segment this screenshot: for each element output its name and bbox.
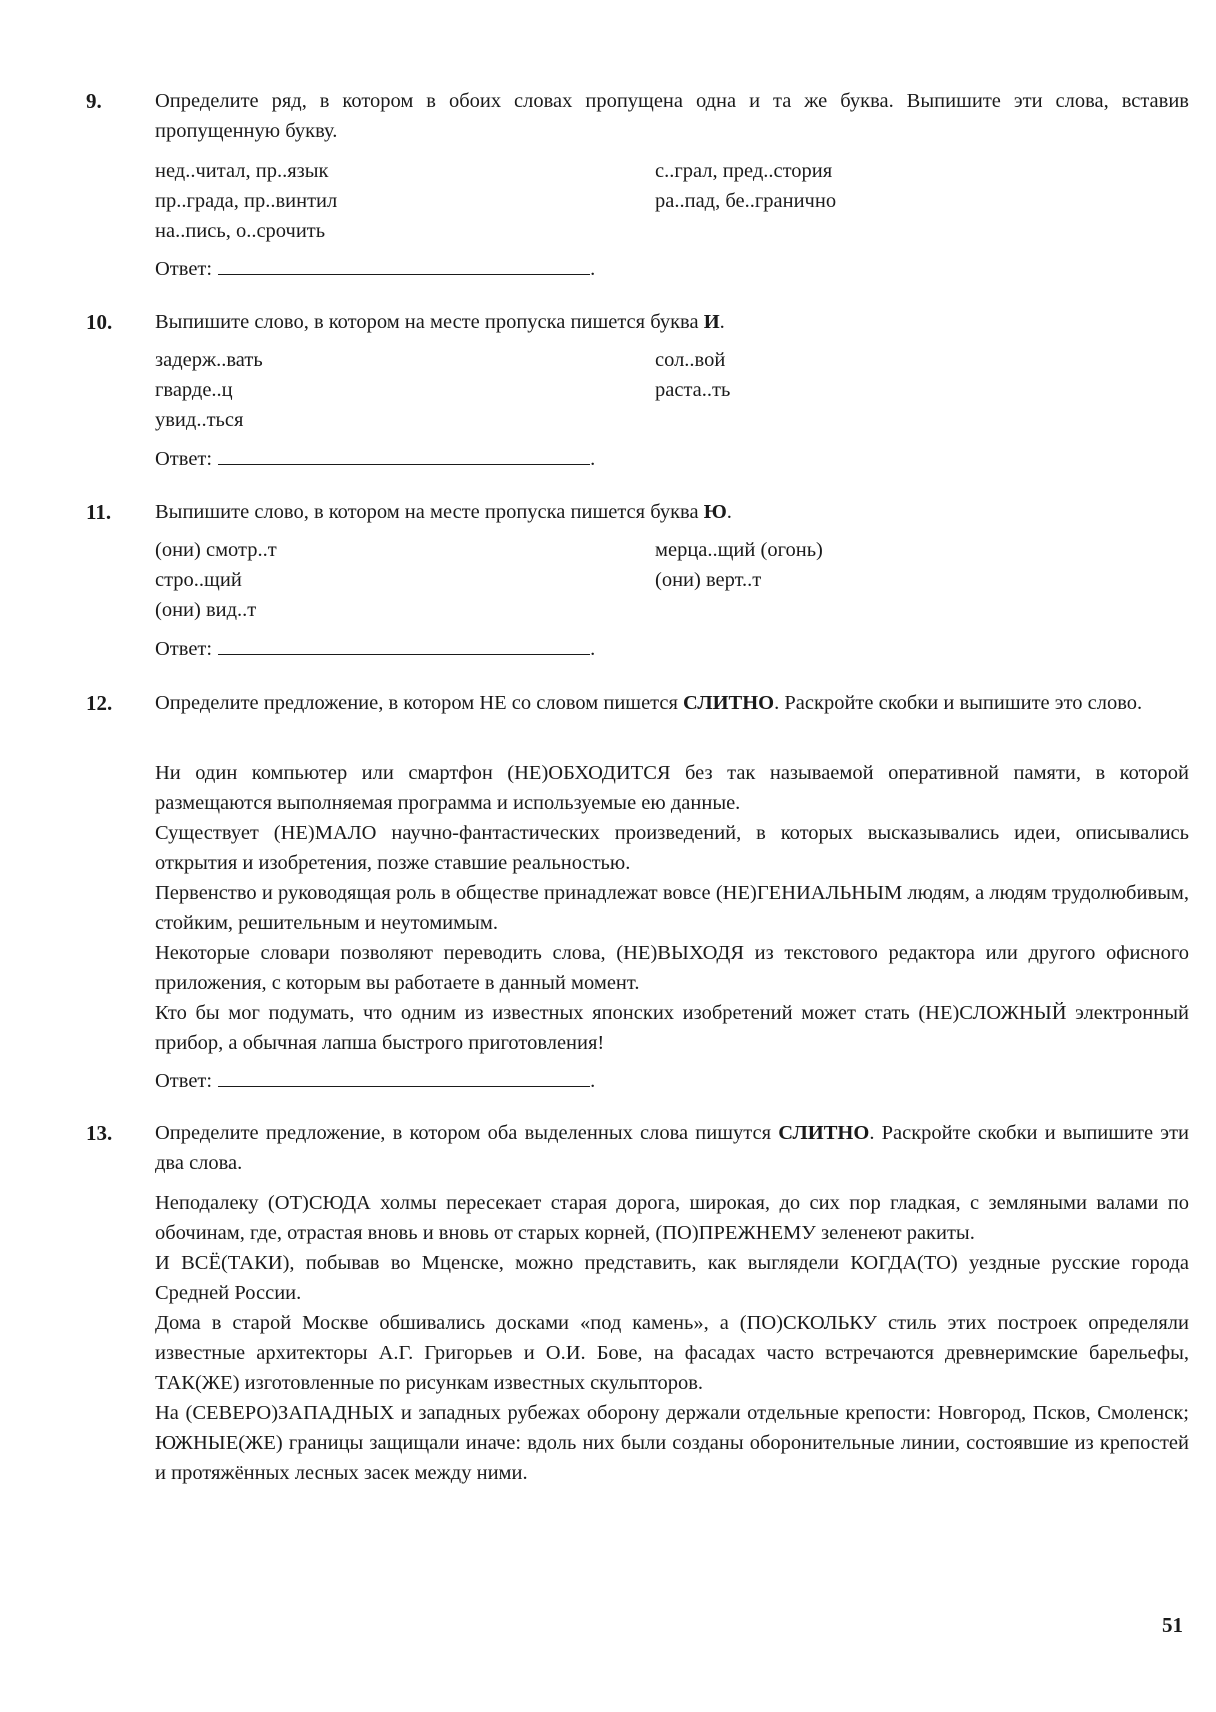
task-question: Определите предложение, в котором оба выделенных слова пишутся СЛИТНО. Раскройте скобки и выпишите эти два слова.	[155, 1122, 1190, 1174]
sentence: Некоторые словари позволяют переводить слова, (НЕ)ВЫХОДЯ из текстового редактора или другого офисного приложения, с которым вы работаете в данный момент.	[155, 942, 1189, 994]
option: мерца..щий (огонь)	[655, 539, 823, 561]
sentence: Существует (НЕ)МАЛО научно-фантастических произведений, в которых высказывались идеи, описывались открытия и изобретения, позже ставшие реальностью.	[155, 822, 1189, 874]
option: увид..ться	[155, 409, 244, 431]
option: ра..пад, бе..гранично	[655, 190, 837, 212]
answer-label: Ответ:	[155, 638, 213, 660]
options-right	[655, 345, 730, 405]
sentence: Дома в старой Москве обшивались досками «под камень», а (ПО)СКОЛЬКУ стиль этих построек определяли известные архитекторы А.Г. Григорьев и О.И. Бове, на фасадах часто встречаются древнеримские барельефы, ТАК(ЖЕ) изготовленные по рисункам известных скульпторов.	[155, 1312, 1189, 1394]
options-left	[155, 345, 263, 435]
answer-row: Ответ: .	[155, 632, 595, 664]
sentence: Ни один компьютер или смартфон (НЕ)ОБХОДИТСЯ без так называемой оперативной памяти, в которой размещаются выполняемая программа и используемые ею данные.	[155, 762, 1189, 814]
task-question: Выпишите слово, в котором на месте пропуска пишется буква И.	[155, 311, 725, 333]
option: задерж..вать	[155, 349, 263, 371]
answer-row: Ответ: .	[155, 1064, 595, 1096]
option: нед..читал, пр..язык	[155, 160, 329, 182]
answer-label: Ответ:	[155, 448, 213, 470]
task-number: 10.	[86, 310, 113, 334]
answer-row: Ответ: .	[155, 252, 595, 284]
options-left	[155, 535, 277, 625]
answer-line[interactable]	[218, 1064, 590, 1087]
task-question: Выпишите слово, в котором на месте пропуска пишется буква Ю.	[155, 501, 732, 523]
options-right	[655, 156, 836, 216]
answer-line[interactable]	[218, 632, 590, 655]
option: стро..щий	[155, 569, 242, 591]
option: сол..вой	[655, 349, 726, 371]
answer-row: Ответ: .	[155, 442, 595, 474]
option: (они) смотр..т	[155, 539, 277, 561]
options-left	[155, 156, 337, 246]
answer-label: Ответ:	[155, 258, 213, 280]
answer-label: Ответ:	[155, 1070, 213, 1092]
sentence: Кто бы мог подумать, что одним из известных японских изобретений может стать (НЕ)СЛОЖНЫЙ электронный прибор, а обычная лапша быстрого приготовления!	[155, 1002, 1189, 1054]
option: (они) вид..т	[155, 599, 257, 621]
option: раста..ть	[655, 379, 731, 401]
option: (они) верт..т	[655, 569, 762, 591]
sentence-list	[155, 758, 1189, 1058]
answer-line[interactable]	[218, 442, 590, 465]
options-right	[655, 535, 823, 595]
sentence: На (СЕВЕРО)ЗАПАДНЫХ и западных рубежах оборону держали отдельные крепости: Новгород, Псков, Смоленск; ЮЖНЫЕ(ЖЕ) границы защищали иначе: вдоль них были созданы оборонительные линии, состоявшие из крепостей и протяжённых лесных засек между ними.	[155, 1402, 1189, 1484]
sentence: И ВСЁ(ТАКИ), побывав во Мценске, можно представить, как выглядели КОГДА(ТО) уездные русские города Средней России.	[155, 1252, 1189, 1304]
task-question: Определите предложение, в котором НЕ со словом пишется СЛИТНО. Раскройте скобки и выпишите это слово.	[155, 692, 1143, 714]
page-number: 51	[1162, 1613, 1183, 1637]
task-number: 12.	[86, 691, 113, 715]
option: на..пись, о..срочить	[155, 220, 326, 242]
sentence: Неподалеку (ОТ)СЮДА холмы пересекает старая дорога, широкая, до сих пор гладкая, с земляными валами по обочинам, где, отрастая вновь и вновь от старых корней, (ПО)ПРЕЖНЕМУ зеленеют ракиты.	[155, 1192, 1189, 1244]
option: гварде..ц	[155, 379, 233, 401]
sentence-list	[155, 1188, 1189, 1488]
task-number: 9.	[86, 89, 102, 113]
option: пр..града, пр..винтил	[155, 190, 338, 212]
option: с..грал, пред..стория	[655, 160, 833, 182]
sentence: Первенство и руководящая роль в обществе принадлежат вовсе (НЕ)ГЕНИАЛЬНЫМ людям, а людям трудолюбивым, стойким, решительным и неутомимым.	[155, 882, 1189, 934]
answer-line[interactable]	[218, 252, 590, 275]
task-number: 11.	[86, 500, 112, 524]
task-question: Определите ряд, в котором в обоих словах пропущена одна и та же буква. Выпишите эти слова, вставив пропущенную букву.	[155, 90, 1189, 142]
task-number: 13.	[86, 1121, 113, 1145]
